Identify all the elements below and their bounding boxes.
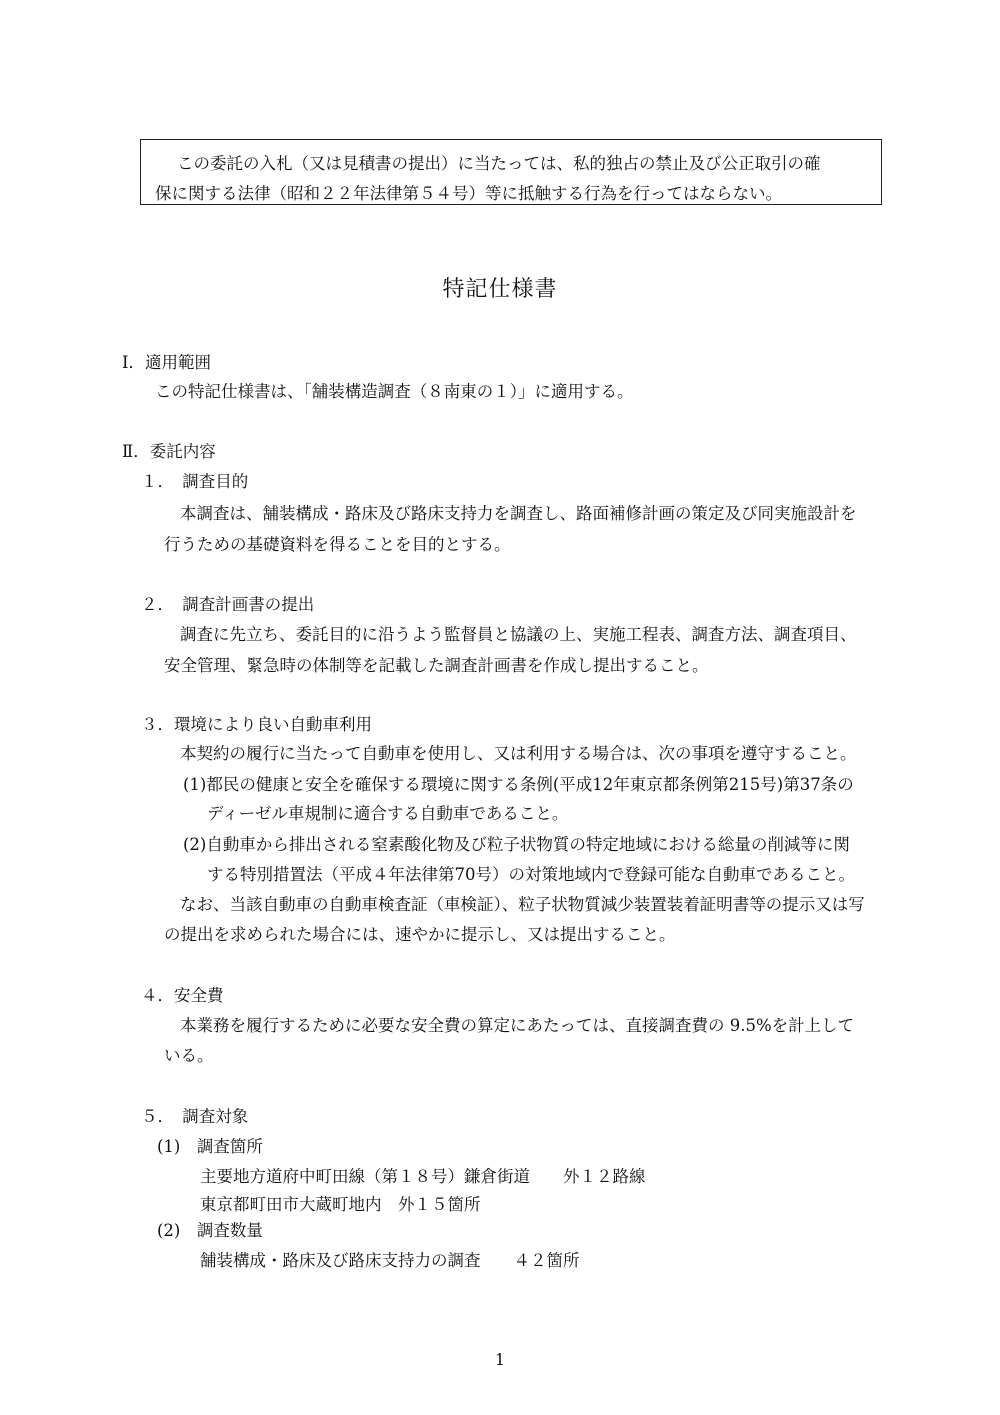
item-3-para-1-line-2: ディーゼル車規制に適合する自動車であること。 xyxy=(207,804,569,823)
item-1-line-2: 行うための基礎資料を得ることを目的とする。 xyxy=(164,535,511,554)
item-3-para-1-line-1: (1)都民の健康と安全を確保する環境に関する条例(平成12年東京都条例第215号)第37条の xyxy=(183,775,854,794)
item-4-heading: ４．安全費 xyxy=(141,986,224,1005)
section-1-heading: Ⅰ．適用範囲 xyxy=(122,353,212,372)
item-4-line-2: いる。 xyxy=(164,1046,214,1065)
item-5-sub-2-line-1: 舗装構成・路床及び路床支持力の調査 ４２箇所 xyxy=(200,1251,580,1270)
item-2-line-1: 調査に先立ち、委託目的に沿うよう監督員と協議の上、実施工程表、調査方法、調査項目、 xyxy=(180,625,857,644)
item-1-line-1: 本調査は、舗装構成・路床及び路床支持力を調査し、路面補修計画の策定及び同実施設計を xyxy=(180,504,857,523)
item-3-intro: 本契約の履行に当たって自動車を使用し、又は利用する場合は、次の事項を遵守すること。 xyxy=(180,744,857,763)
item-5-sub-1-line-2: 東京都町田市大蔵町地内 外１５箇所 xyxy=(200,1195,481,1214)
item-3-para-2-line-2: する特別措置法（平成４年法律第70号）の対策地域内で登録可能な自動車であること。 xyxy=(207,865,855,884)
section-1-body: この特記仕様書は、「舗装構造調査（８南東の１）」に適用する。 xyxy=(155,382,634,401)
page-number: 1 xyxy=(494,1350,506,1369)
item-1-heading: １． 調査目的 xyxy=(141,472,249,491)
item-5-sub-1-heading: (1) 調査箇所 xyxy=(157,1137,263,1156)
item-5-sub-1-line-1: 主要地方道府中町田線（第１８号）鎌倉街道 外１２路線 xyxy=(200,1167,646,1186)
item-4-line-1: 本業務を履行するために必要な安全費の算定にあたっては、直接調査費の 9.5%を計上して xyxy=(180,1016,855,1035)
notice-line-2: 保に関する法律（昭和２２年法律第５４号）等に抵触する行為を行ってはならない。 xyxy=(155,184,782,203)
item-5-heading: ５． 調査対象 xyxy=(141,1107,249,1126)
page-title: 特記仕様書 xyxy=(442,277,558,302)
antitrust-notice-box xyxy=(140,139,882,205)
item-2-line-2: 安全管理、緊急時の体制等を記載した調査計画書を作成し提出すること。 xyxy=(164,656,709,675)
item-3-heading: ３．環境により良い自動車利用 xyxy=(141,715,372,734)
item-3-note-line-2: の提出を求められた場合には、速やかに提示し、又は提出すること。 xyxy=(164,925,676,944)
item-3-para-2-line-1: (2)自動車から排出される窒素酸化物及び粒子状物質の特定地域における総量の削減等に関 xyxy=(183,835,850,854)
item-2-heading: ２． 調査計画書の提出 xyxy=(141,595,315,614)
section-2-heading: Ⅱ．委託内容 xyxy=(122,442,216,461)
notice-line-1: この委託の入札（又は見積書の提出）に当たっては、私的独占の禁止及び公正取引の確 xyxy=(177,154,821,173)
item-5-sub-2-heading: (2) 調査数量 xyxy=(157,1221,263,1240)
item-3-note-line-1: なお、当該自動車の自動車検査証（車検証）、粒子状物質減少装置装着証明書等の提示又は写 xyxy=(180,895,865,914)
